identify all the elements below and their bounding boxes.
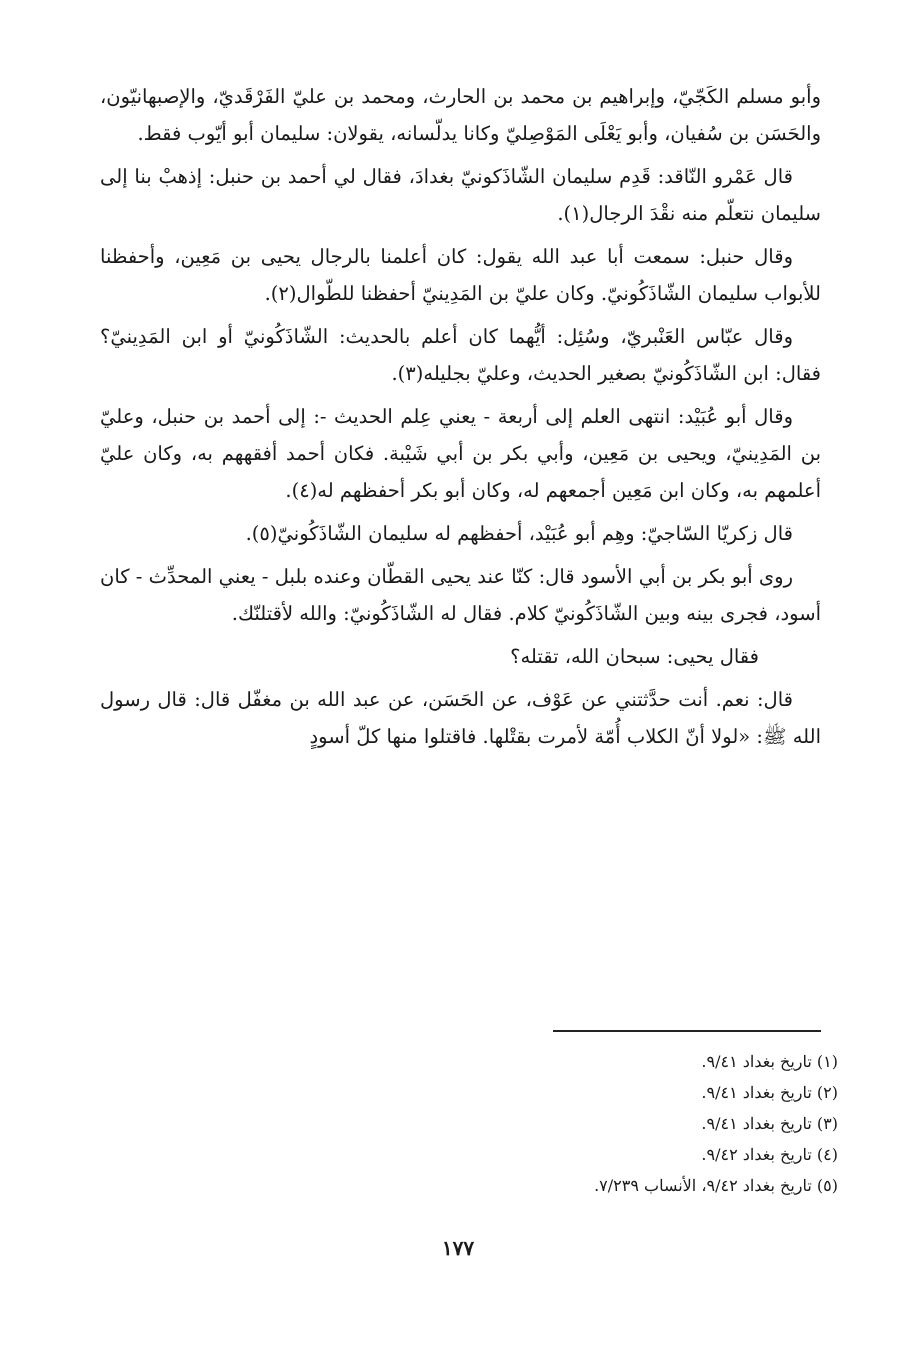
footnote-4: (٤) تاريخ بغداد ٩/٤٢. <box>701 1145 838 1164</box>
paragraph-2: قال عَمْرو النّاقد: قَدِم سليمان الشّاذَكونيّ بغدادَ، فقال لي أحمد بن حنبل: إذهبْ بنا إلى سليمان نتعلّم منه نقْدَ الرجال(١). <box>100 165 821 225</box>
paragraph-7: روى أبو بكر بن أبي الأسود قال: كنّا عند يحيى القطّان وعنده بلبل - يعني المحدِّث - كان أسود، فجرى بينه وبين الشّاذَكُونيّ كلام. فقال له الشّاذَكُونيّ: والله لأقتلنّك. <box>100 565 821 625</box>
paragraph-5: وقال أبو عُبَيْد: انتهى العلم إلى أربعة - يعني عِلم الحديث -: إلى أحمد بن حنبل، وعليّ بن المَدِينيّ، ويحيى بن مَعِين، وأبي بكر بن أبي شَيْبة. فكان أحمد أفقههم به، وكان عليّ أعلمهم به، وكان ابن مَعِين أجمعهم له، وكان أبو بكر أحفظهم له(٤). <box>100 405 821 502</box>
paragraph-4: وقال عبّاس العَنْبريّ، وسُئِل: أيُّهما كان أعلم بالحديث: الشّاذَكُونيّ أو ابن المَدِينيّ؟ فقال: ابن الشّاذَكُونيّ بصغير الحديث، وعليّ بجليله(٣). <box>100 325 821 385</box>
page-number: ١٧٧ <box>441 1236 475 1260</box>
paragraph-6: قال زكريّا السّاجيّ: وهِم أبو عُبَيْد، أحفظهم له سليمان الشّاذَكُونيّ(٥). <box>245 522 793 545</box>
footnote-1: (١) تاريخ بغداد ٩/٤١. <box>701 1052 838 1071</box>
main-text <box>100 78 821 761</box>
footnote-divider <box>553 1030 821 1032</box>
footnote-3: (٣) تاريخ بغداد ٩/٤١. <box>701 1114 838 1133</box>
footnote-5: (٥) تاريخ بغداد ٩/٤٢، الأنساب ٧/٢٣٩. <box>594 1176 838 1195</box>
paragraph-8: فقال يحيى: سبحان الله، تقتله؟ <box>510 645 759 668</box>
paragraph-3: وقال حنبل: سمعت أبا عبد الله يقول: كان أعلمنا بالرجال يحيى بن مَعِين، وأحفظنا للأبواب سليمان الشّاذَكُونيّ. وكان عليّ بن المَدِينيّ أحفظنا للطّوال(٢). <box>100 245 821 305</box>
footnotes <box>594 1046 838 1201</box>
paragraph-9: قال: نعم. أنت حدَّثتني عن عَوْف، عن الحَسَن، عن عبد الله بن مغفّل قال: قال رسول الله ﷺ: «لولا أنّ الكلاب أُمّة لأمرت بقتْلها. فاقتلوا منها كلّ أسودٍ <box>100 688 821 748</box>
paragraph-1: وأبو مسلم الكَجّيّ، وإبراهيم بن محمد بن الحارث، ومحمد بن عليّ الفَرْقَديّ، والإصبهانيّون، والحَسَن بن سُفيان، وأبو يَعْلَى المَوْصِليّ وكانا يدلّسانه، يقولان: سليمان أبو أيّوب فقط. <box>100 85 821 145</box>
footnote-2: (٢) تاريخ بغداد ٩/٤١. <box>701 1083 838 1102</box>
